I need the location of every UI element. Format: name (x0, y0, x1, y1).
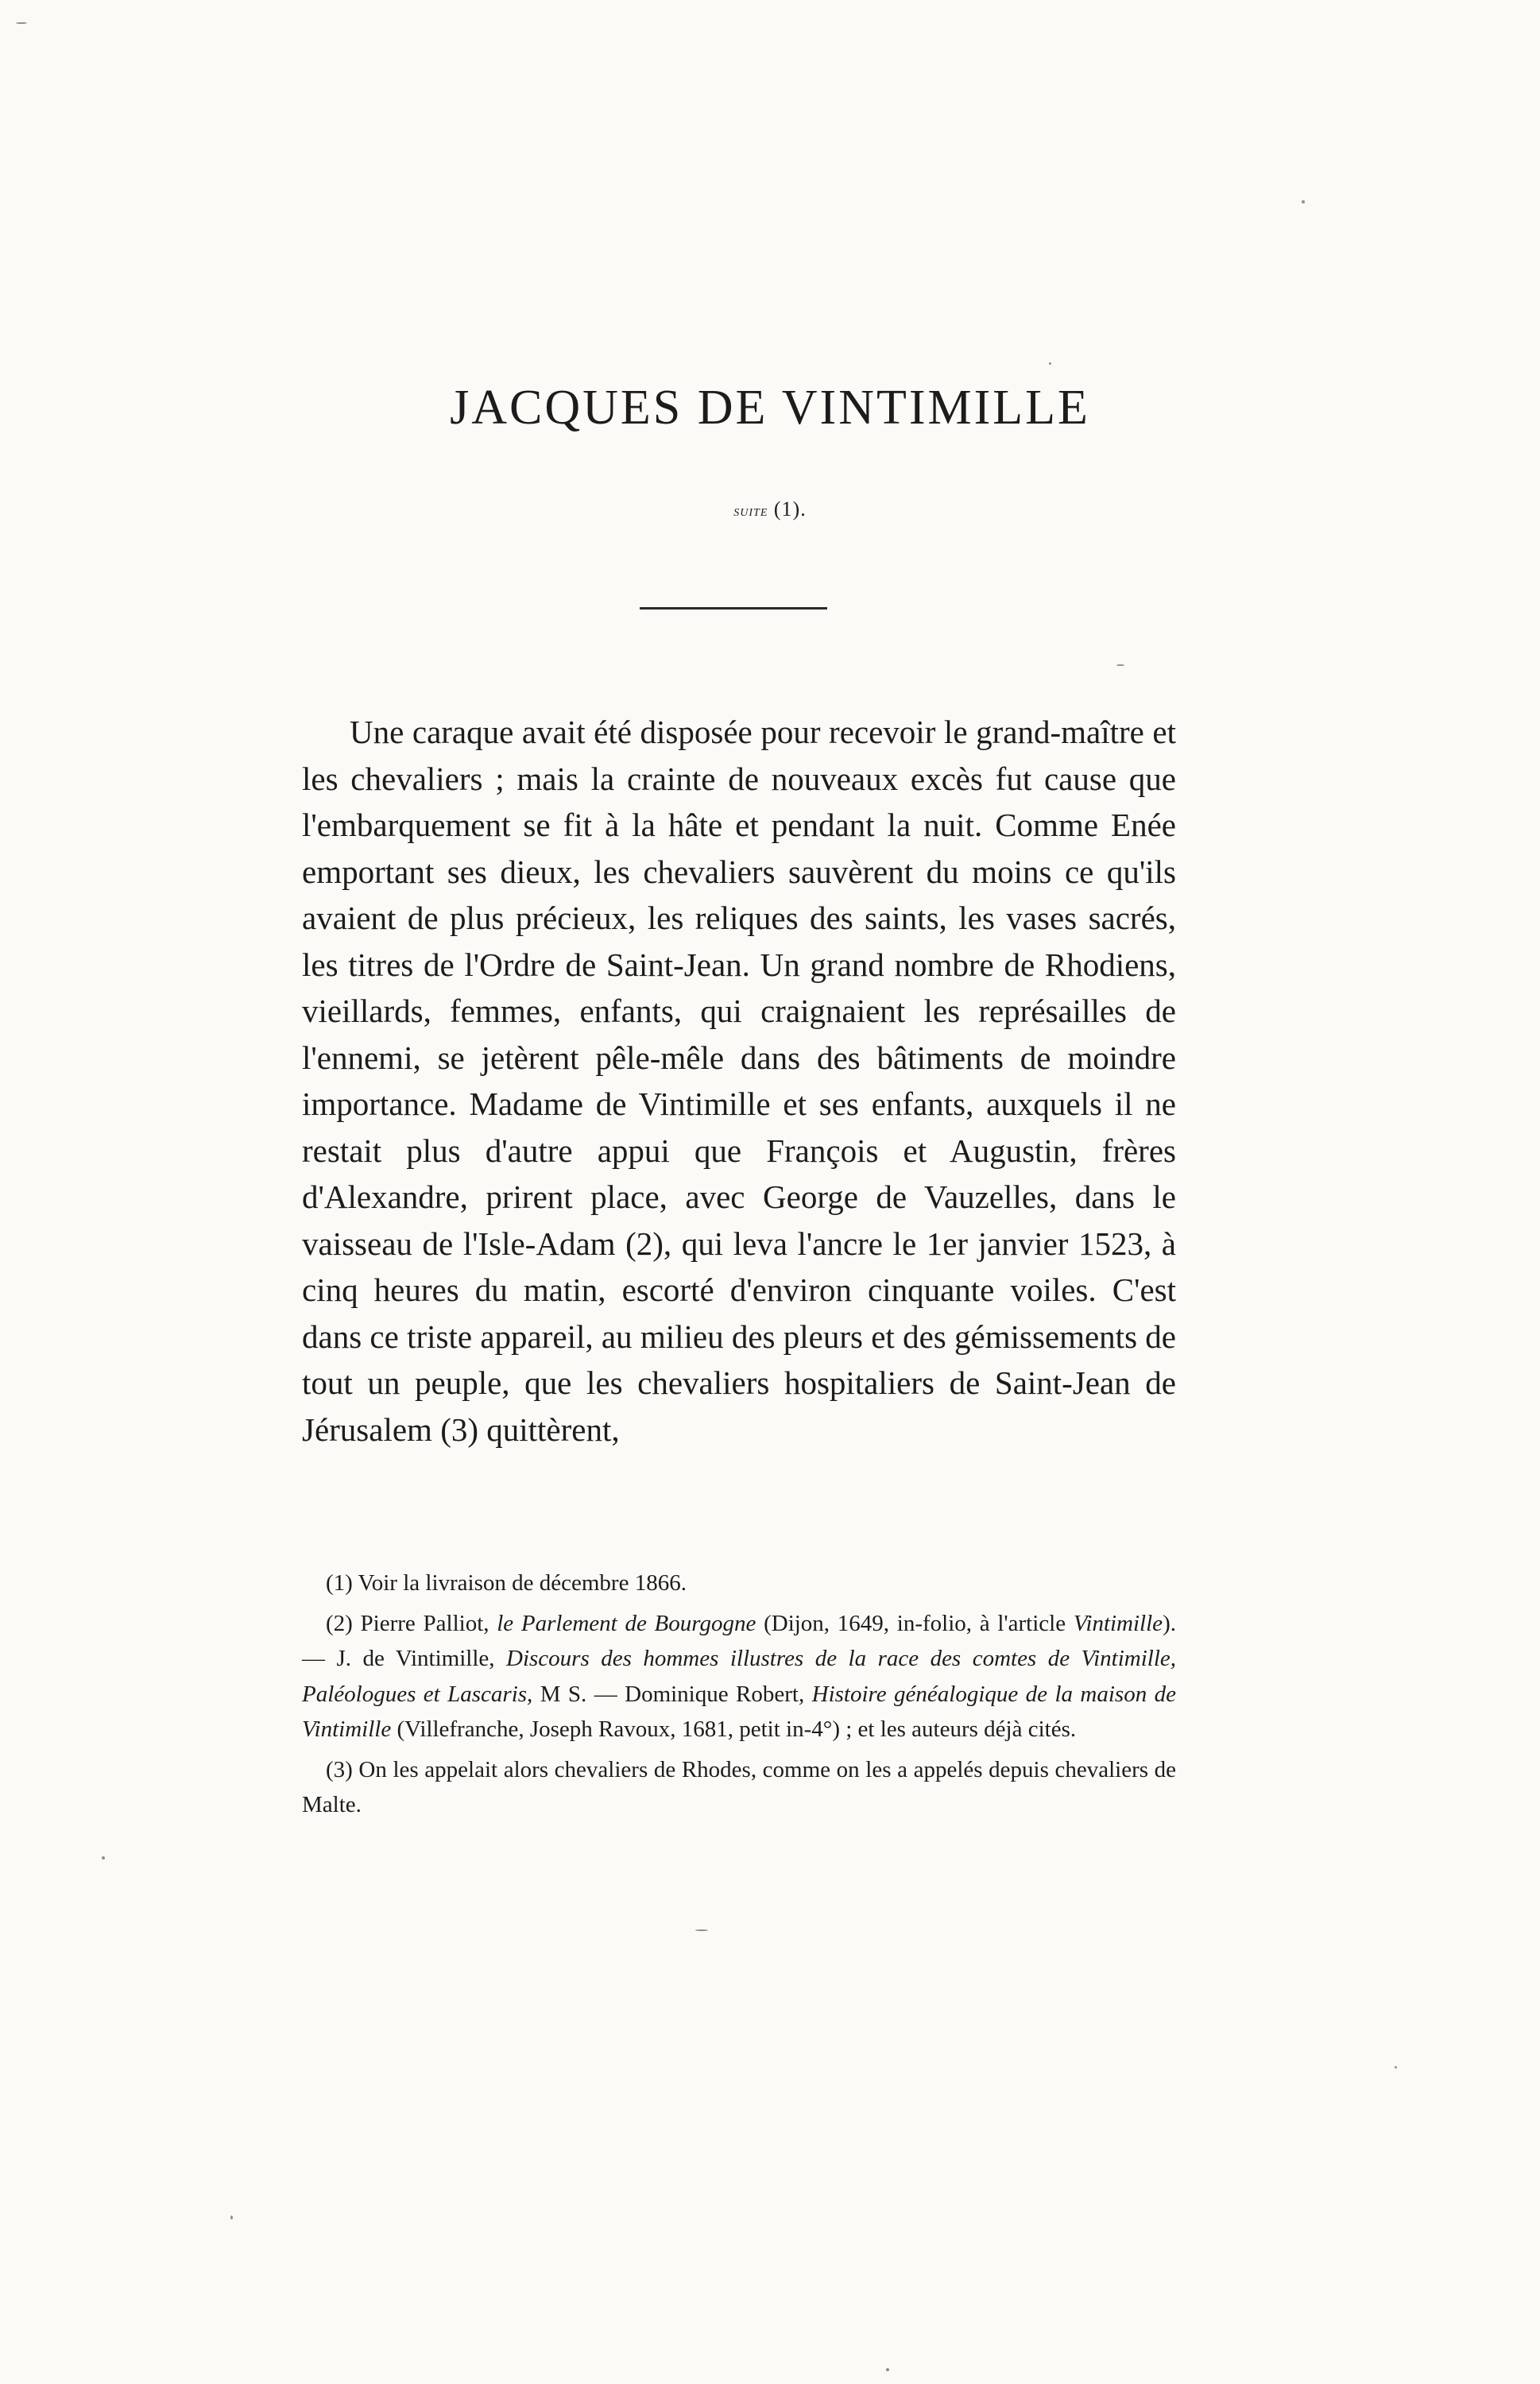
footnote-2-part: (Dijon, 1649, in-folio, à l'article (756, 1610, 1074, 1636)
footnote-2 (302, 1606, 1176, 1747)
article-title: JACQUES DE VINTIMILLE (450, 381, 1090, 435)
footnote-2-part: (2) Pierre Palliot, (326, 1610, 497, 1636)
footnote-2-part: ). — J. de Vintimille, (302, 1610, 1176, 1671)
title-separator-rule (640, 607, 827, 610)
paper-speck (1395, 2066, 1397, 2069)
footnotes-section (302, 1565, 1176, 1828)
paper-speck (1302, 200, 1305, 203)
subtitle-footnote-ref: (1). (773, 497, 807, 521)
footnote-2-article-name: Vintimille (1073, 1610, 1163, 1636)
paper-speck (1049, 362, 1051, 365)
footnote-2-work-title: le Parlement de Bourgogne (497, 1610, 756, 1636)
footnote-2-work-title: Discours des hommes illustres de la race des comtes de Vintimille, Paléologues et Lascaris, (302, 1646, 1177, 1707)
footnote-2-work-title: Histoire généalogique de la maison de Vintimille (302, 1681, 1177, 1742)
subtitle-word: suite (733, 502, 768, 520)
footnote-1: (1) Voir la livraison de décembre 1866. (326, 1570, 687, 1596)
footnote-2-part: M S. — Dominique Robert, (532, 1681, 812, 1707)
body-paragraph: Une caraque avait été disposée pour recevoir le grand-maître et les chevaliers ; mais la crainte de nouveaux excès fut cause que l'embarquement se fit à la hâte et pendant la nuit. Comme Enée emportant ses dieux, les chevaliers sauvèrent du moins ce qu'ils avaient de plus précieux, les reliques des saints, les vases sacrés, les titres de l'Ordre de Saint-Jean. Un grand nombre de Rhodiens, vieillards, femmes, enfants, qui craignaient les représailles de l'ennemi, se jetèrent pêle-mêle dans des bâtiments de moindre importance. Madame de Vintimille et ses enfants, auxquels il ne restait plus d'autre appui que François et Augustin, frères d'Alexandre, prirent place, avec George de Vauzelles, dans le vaisseau de l'Isle-Adam (2), qui leva l'ancre le 1er janvier 1523, à cinq heures du matin, escorté d'environ cinquante voiles. C'est dans ce triste appareil, au milieu des pleurs et des gémissements de tout un peuple, que les chevaliers hospitaliers de Saint-Jean de Jérusalem (3) quittèrent, (302, 714, 1176, 1448)
article-subtitle (0, 497, 1540, 521)
paper-speck (886, 2368, 889, 2371)
paper-speck (16, 22, 27, 24)
footnote-2-part: (Villefranche, Joseph Ravoux, 1681, petit in-4°) ; et les auteurs déjà cités. (391, 1716, 1077, 1742)
paper-speck (230, 2216, 233, 2220)
paper-speck (1116, 664, 1124, 666)
footnote-3: (3) On les appelait alors chevaliers de Rhodes, comme on les a appelés depuis chevaliers de Malte. (302, 1756, 1176, 1817)
paper-speck (102, 1856, 105, 1860)
paper-speck (695, 1929, 708, 1931)
